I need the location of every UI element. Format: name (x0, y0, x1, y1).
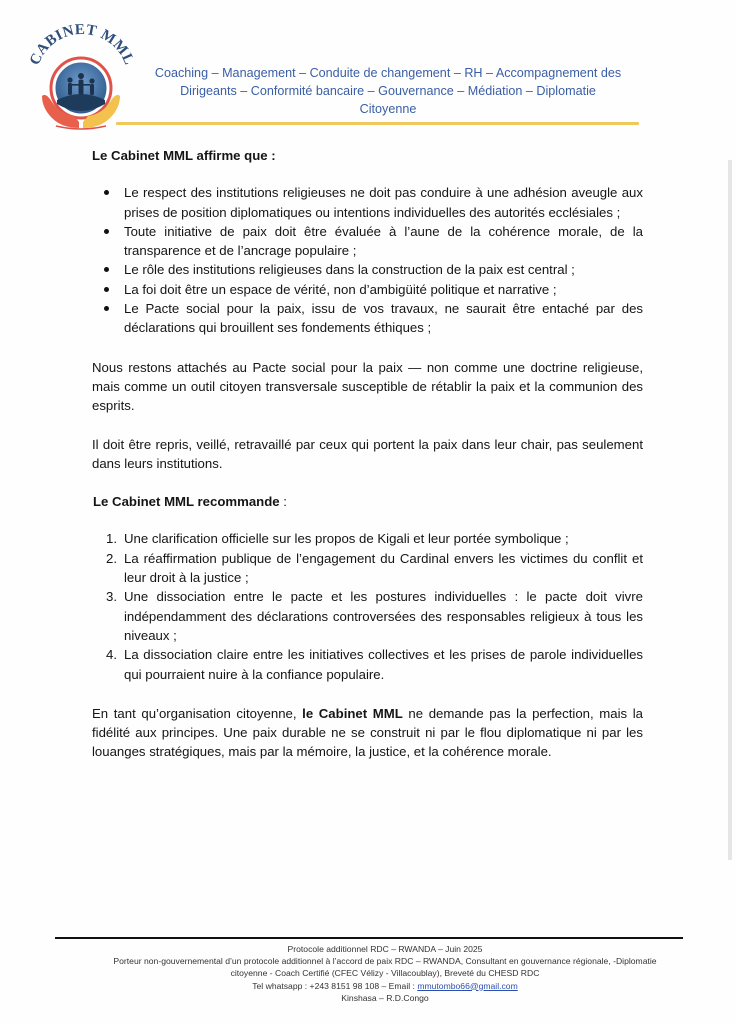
affirm-item: La foi doit être un espace de vérité, non d’ambigüité politique et narrative ; (92, 280, 643, 299)
recommend-list (106, 529, 643, 683)
closing-suffix: ne demande pas la perfection, mais la fidélité aux principes. Une paix durable ne se construit ni par le flou diplomatique ni par les louanges stratégiques, mais par la mémoire, la justice, et la cohérence morale. (92, 705, 643, 760)
item-text: La dissociation claire entre les initiatives collectives et les prises de parole individuelles qui pourraient nuire à la confiance populaire. (124, 647, 643, 682)
footer-line: Kinshasa – R.D.Congo (341, 992, 429, 1003)
item-number: 1. (106, 531, 117, 547)
tagline-line: Coaching – Management – Conduite de changement – RH – Accompagnement des (154, 66, 622, 80)
closing-paragraph (92, 704, 643, 762)
affirm-list (92, 183, 643, 337)
logo-arc-text: CABINET MML (26, 22, 138, 68)
recommend-item (106, 529, 643, 548)
affirm-item: Le Pacte social pour la paix, issu de vos travaux, ne saurait être entaché par des déclarations qui brouillent ses fondements éthiques ; (92, 299, 643, 338)
paragraph-pacte: Nous restons attachés au Pacte social pour la paix — non comme une doctrine religieuse, mais comme un outil citoyen transversale susceptible de rétablir la paix et la communion des esprits. (92, 359, 643, 414)
recommend-item (106, 549, 643, 588)
footer-line: Porteur non-gouvernemental d’un protocole additionnel à l’accord de paix RDC – RWANDA, Consultant en gouvernance régionale, -Diplomatie (113, 956, 657, 967)
item-number: 4. (106, 647, 117, 663)
affirm-item: Le rôle des institutions religieuses dans la construction de la paix est central ; (92, 260, 643, 279)
footer (40, 943, 730, 1004)
tagline-line: Dirigeants – Conformité bancaire – Gouvernance – Médiation – Diplomatie (180, 84, 596, 98)
recommend-heading (93, 492, 643, 511)
footer-phone: Tel whatsapp : +243 8151 98 108 – Email : (252, 980, 418, 991)
item-number: 3. (106, 589, 117, 605)
footer-line: citoyenne - Coach Certifié (CFEC Vélizy - Villacoublay), Breveté du CHESD RDC (230, 968, 540, 979)
paragraph-repris: Il doit être repris, veillé, retravaillé par ceux qui portent la paix dans leur chair, pas seulement dans leurs institutions. (92, 436, 643, 471)
recommend-item (106, 645, 643, 684)
affirm-item: Le respect des institutions religieuses ne doit pas conduire à une adhésion aveugle aux prises de position diplomatiques ou intentions individuelles des autorités ecclésiales ; (92, 183, 643, 222)
document-body (92, 146, 643, 781)
footer-contact-line (40, 980, 730, 992)
recommend-heading-text: Le Cabinet MML recommande (93, 494, 280, 510)
footer-line: Protocole additionnel RDC – RWANDA – Juin 2025 (287, 944, 483, 954)
closing-bold: le Cabinet MML (302, 705, 403, 721)
item-text: La réaffirmation publique de l’engagement du Cardinal envers les victimes du conflit et leur droit à la justice ; (124, 550, 643, 586)
cabinet-mml-logo-icon (22, 22, 140, 130)
affirm-item: Toute initiative de paix doit être évaluée à l’aune de la cohérence morale, de la transparence et de l’ancrage populaire ; (92, 222, 643, 261)
item-text: Une clarification officielle sur les propos de Kigali et leur portée symbolique ; (124, 531, 569, 547)
header-divider (116, 122, 639, 125)
recommend-item (106, 587, 643, 645)
item-text: Une dissociation entre le pacte et les postures individuelles : le pacte doit vivre indépendamment des déclarations controversées des responsables religieux à tous les niveaux ; (124, 589, 643, 643)
page-edge-shadow (728, 160, 732, 860)
item-number: 2. (106, 550, 117, 566)
header-tagline (134, 64, 642, 118)
footer-divider (55, 937, 683, 939)
logo-base-swoosh (56, 126, 106, 129)
recommend-heading-colon: : (279, 494, 287, 510)
tagline-line: Citoyenne (359, 102, 417, 116)
closing-prefix: En tant qu’organisation citoyenne, (92, 705, 303, 721)
affirm-heading: Le Cabinet MML affirme que : (92, 148, 276, 163)
email-link[interactable]: mmutombo66@gmail.com (417, 980, 518, 991)
